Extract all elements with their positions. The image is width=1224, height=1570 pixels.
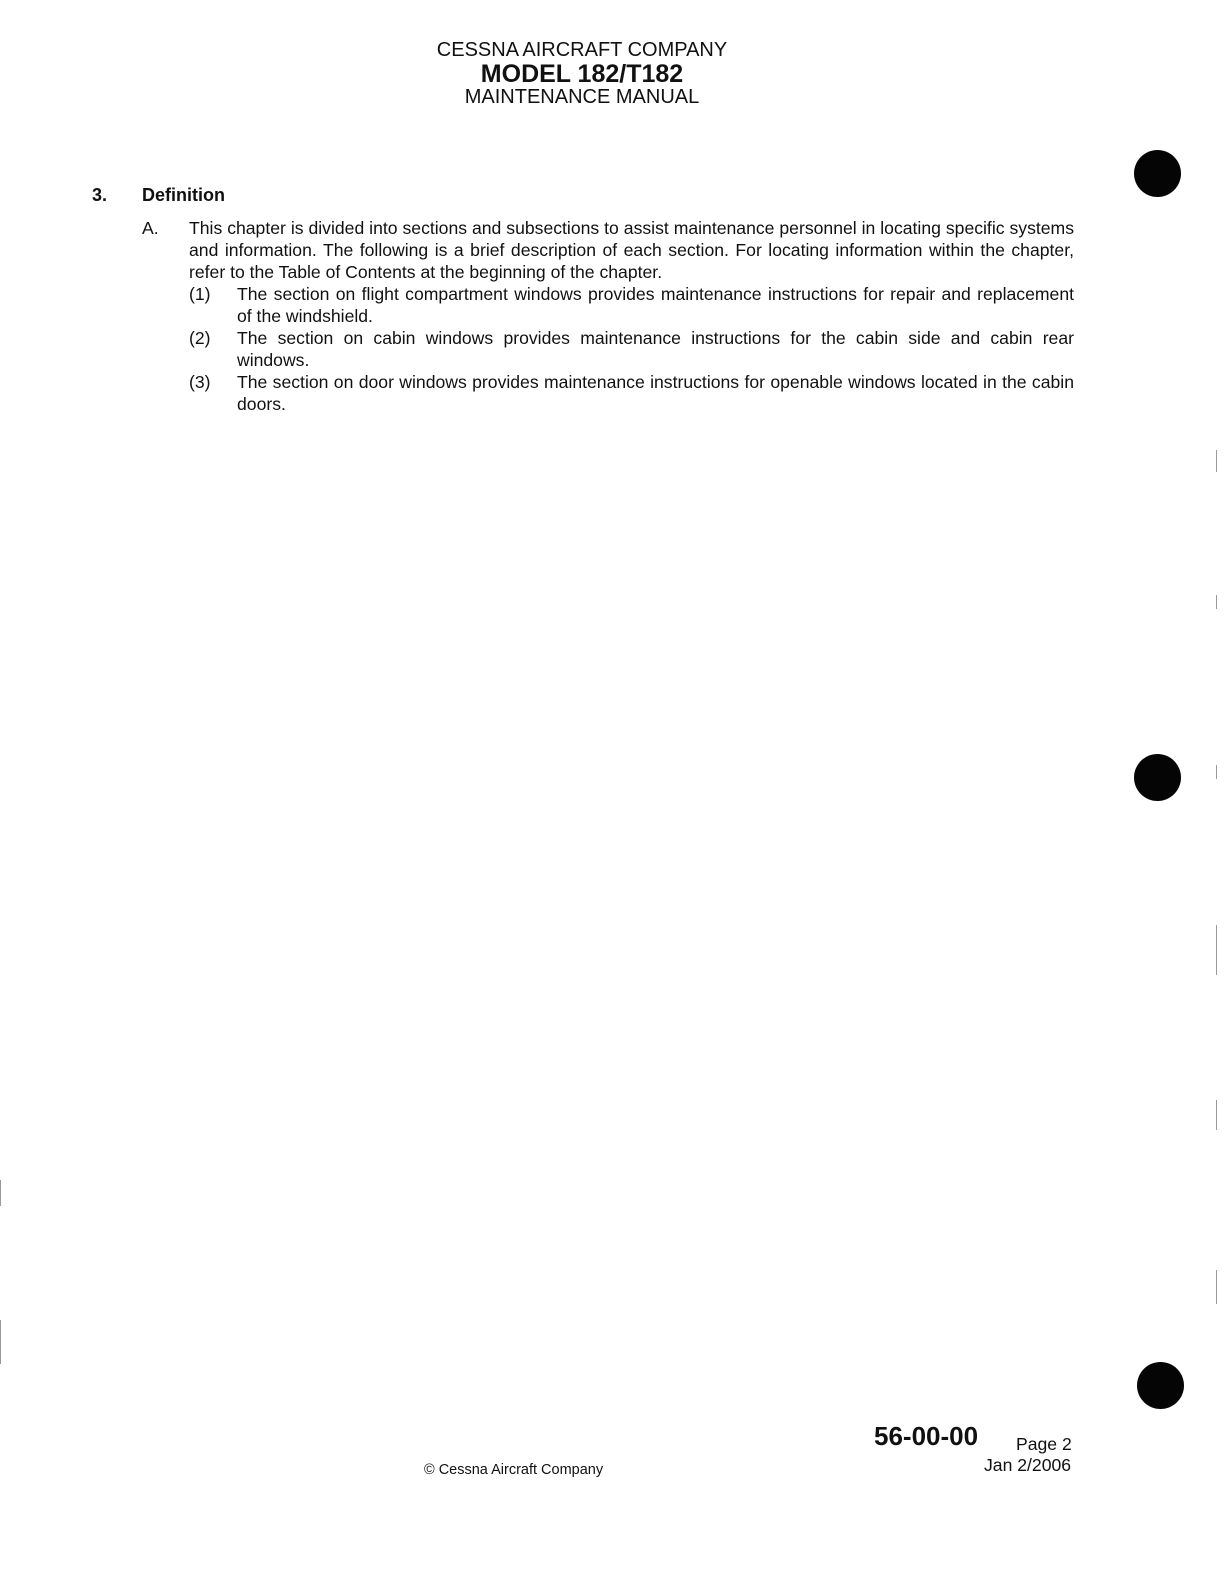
section-number: 3. — [92, 185, 108, 205]
paragraph-a — [142, 217, 1074, 415]
scan-mark — [1216, 450, 1217, 472]
item-number: (2) — [189, 328, 211, 348]
item-text: The section on cabin windows provides maintenance instructions for the cabin side and cabin rear windows. — [237, 328, 1074, 370]
binder-hole-top — [1134, 150, 1181, 197]
company-name: CESSNA AIRCRAFT COMPANY — [436, 39, 728, 61]
scan-mark — [1216, 1270, 1217, 1304]
chapter-code: 56-00-00 — [874, 1421, 979, 1451]
section-heading — [92, 185, 225, 206]
paragraph-text: This chapter is divided into sections and subsections to assist maintenance personnel in locating specific systems and information. The following is a brief description of each section. For locating information within the chapter, refer to the Table of Contents at the beginning of the chapter. — [189, 218, 1074, 282]
scan-mark — [0, 1320, 1, 1364]
binder-hole-bottom — [1137, 1362, 1184, 1409]
scan-mark — [1216, 765, 1217, 779]
item-text: The section on flight compartment windows provides maintenance instructions for repair and replacement of the windshield. — [237, 284, 1074, 326]
binder-hole-middle — [1134, 754, 1181, 801]
page-header — [0, 40, 1164, 108]
list-item — [189, 371, 1074, 415]
item-number: (1) — [189, 284, 211, 304]
list-item — [189, 283, 1074, 327]
scan-mark — [1216, 1100, 1217, 1130]
revision-date: Jan 2/2006 — [984, 1455, 1072, 1475]
scan-mark — [0, 1180, 1, 1206]
section-title: Definition — [142, 185, 225, 205]
model-title: MODEL 182/T182 — [480, 60, 684, 88]
item-text: The section on door windows provides maintenance instructions for openable windows located in the cabin doors. — [237, 372, 1074, 414]
scan-mark — [1216, 595, 1217, 609]
item-number: (3) — [189, 372, 211, 392]
list-item — [189, 327, 1074, 371]
scan-mark — [1216, 925, 1217, 975]
page-number: Page 2 — [1016, 1434, 1072, 1454]
manual-title: MAINTENANCE MANUAL — [464, 86, 700, 109]
item-list — [189, 283, 1074, 415]
paragraph-letter: A. — [142, 218, 159, 238]
copyright-notice: © Cessna Aircraft Company — [424, 1462, 604, 1478]
